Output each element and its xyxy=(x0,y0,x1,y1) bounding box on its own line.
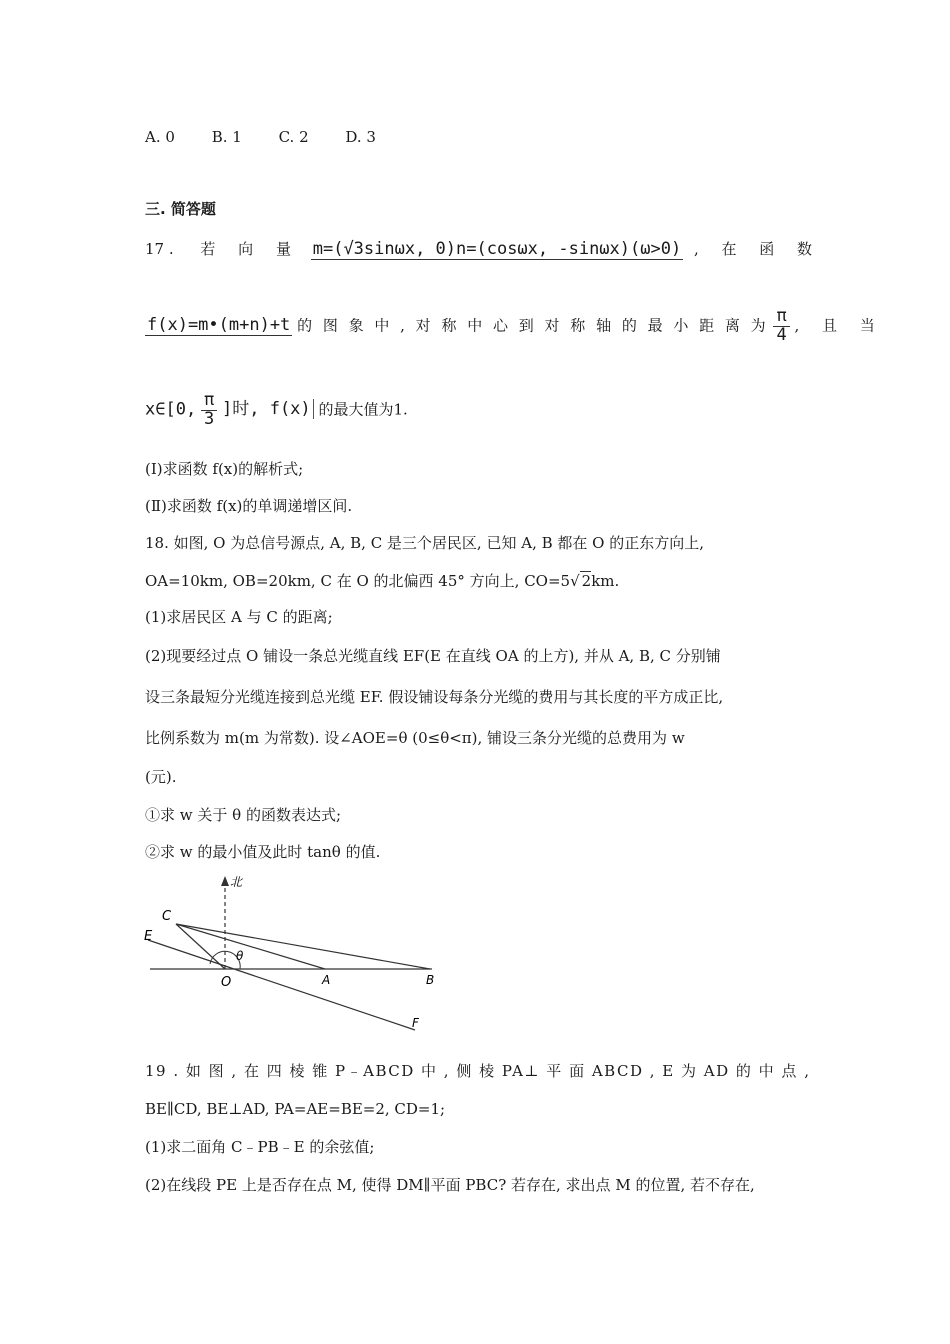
q17-line3-tail: 的最大值为1. xyxy=(318,400,408,419)
point-a-label: A xyxy=(322,973,331,987)
q18-line2 xyxy=(145,570,619,591)
q17-x-suffix: ]时, f(x) xyxy=(222,399,314,419)
point-o-label: O xyxy=(221,975,232,990)
q17-frac-pi-4 xyxy=(773,308,789,345)
q17-vector-formula: m=(√3sinωx, 0)n=(cosωx, -sinωx)(ω>0) xyxy=(312,239,682,259)
line-ef xyxy=(148,940,415,1030)
q19-line1: 19 . 如 图 , 在 四 棱 锥 P﹣ABCD 中 , 侧 棱 PA⊥ 平 面 ABCD , E 为 AD 的 中 点 , xyxy=(145,1062,811,1080)
choice-a: A. 0 xyxy=(145,128,175,146)
point-e-label: E xyxy=(144,929,153,944)
q18-line1: 18. 如图, O 为总信号源点, A, B, C 是三个居民区, 已知 A, B 都在 O 的正东方向上, xyxy=(145,534,705,552)
q18-part2-line3: 比例系数为 m(m 为常数). 设∠AOE=θ (0≤θ<π), 铺设三条分光缆的总费用为 w xyxy=(145,729,685,747)
q19-part2: (2)在线段 PE 上是否存在点 M, 使得 DM∥平面 PBC? 若存在, 求出点 M 的位置, 若不存在, xyxy=(145,1176,755,1194)
q18-part2-line2: 设三条最短分光缆连接到总光缆 EF. 假设铺设每条分光缆的费用与其长度的平方成正比, xyxy=(145,688,724,706)
q18-line2-pre: OA=10km, OB=20km, C 在 O 的北偏西 45° 方向上, CO=5 xyxy=(145,572,571,590)
choice-b: B. 1 xyxy=(211,128,242,146)
section-title: 三. 简答题 xyxy=(145,200,216,218)
frac-numerator: π xyxy=(773,308,789,327)
q17-number: 17 . xyxy=(145,240,174,258)
frac-numerator: π xyxy=(201,392,217,411)
point-b-label: B xyxy=(426,973,435,987)
choice-c: C. 2 xyxy=(278,128,309,146)
q17-f-formula: f(x)=m•(m+n)+t xyxy=(147,315,291,336)
frac-denominator: 3 xyxy=(203,408,215,429)
q17-line1 xyxy=(145,238,821,259)
q18-part2-line1: (2)现要经过点 O 铺设一条总光缆直线 EF(E 在直线 OA 的上方), 并从 A, B, C 分别铺 xyxy=(145,647,721,665)
q18-sub2: ②求 w 的最小值及此时 tanθ 的值. xyxy=(145,843,381,861)
q18-figure xyxy=(140,870,440,1040)
q18-line2-post: km. xyxy=(591,572,620,590)
q17-part1: (Ⅰ)求函数 f(x)的解析式; xyxy=(145,460,304,478)
q17-line3 xyxy=(145,392,408,429)
q18-sqrt-value: 2 xyxy=(581,572,592,590)
q17-lead: 若 向 量 xyxy=(200,240,300,258)
segment-co xyxy=(176,924,225,969)
q17-line2-text: 的 图 象 中 , 对 称 中 心 到 对 称 轴 的 最 小 距 离 为 xyxy=(297,316,769,335)
point-c-label: C xyxy=(162,909,172,924)
answer-choices xyxy=(145,128,408,146)
q17-line2 xyxy=(145,308,884,345)
sqrt-symbol: √ xyxy=(570,572,580,590)
q17-frac-pi-3 xyxy=(201,392,217,429)
q18-part1: (1)求居民区 A 与 C 的距离; xyxy=(145,608,333,626)
q19-part1: (1)求二面角 C﹣PB﹣E 的余弦值; xyxy=(145,1138,375,1156)
q17-tail: , 在 函 数 xyxy=(693,240,822,258)
q18-sub1: ①求 w 关于 θ 的函数表达式; xyxy=(145,806,341,824)
frac-denominator: 4 xyxy=(776,324,787,345)
q19-line2: BE∥CD, BE⊥AD, PA=AE=BE=2, CD=1; xyxy=(145,1100,446,1118)
theta-label: θ xyxy=(236,949,244,963)
choice-d: D. 3 xyxy=(345,128,376,146)
q17-line2-tail: , 且 当 xyxy=(794,316,884,335)
q17-part2: (Ⅱ)求函数 f(x)的单调递增区间. xyxy=(145,497,353,515)
north-label: 北 xyxy=(230,875,243,889)
q17-x-prefix: x∈[0, xyxy=(145,399,197,420)
point-f-label: F xyxy=(412,1016,419,1030)
q18-part2-line4: (元). xyxy=(145,768,177,786)
north-arrowhead xyxy=(221,876,229,886)
